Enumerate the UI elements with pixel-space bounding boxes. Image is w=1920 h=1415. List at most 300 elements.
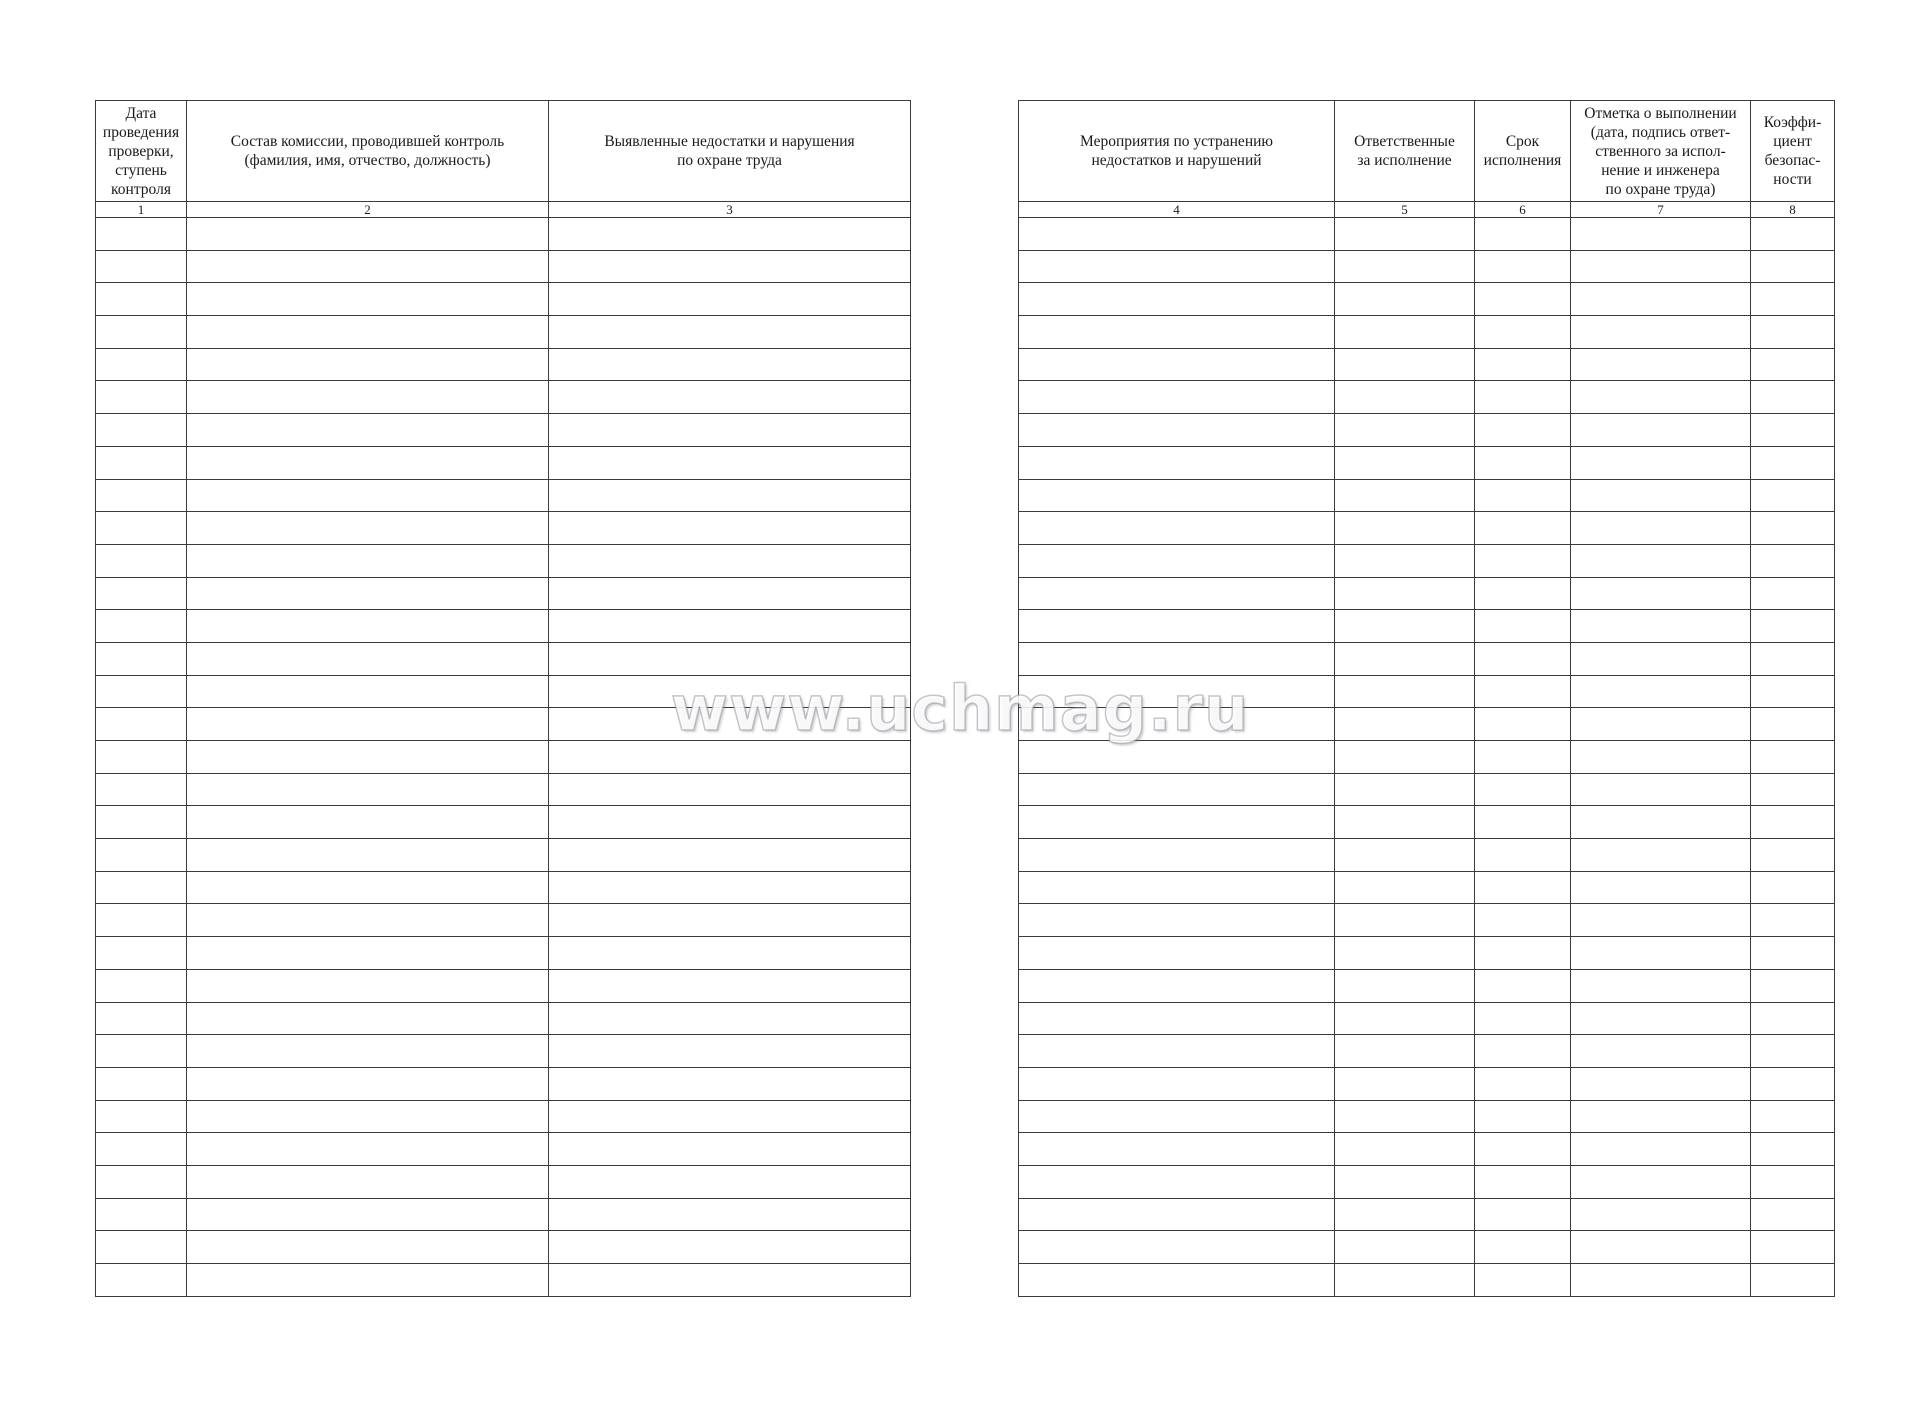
column-number-row (1019, 202, 1835, 218)
table-cell[interactable] (1335, 544, 1475, 577)
table-cell[interactable] (1571, 871, 1751, 904)
table-cell[interactable] (187, 250, 549, 283)
table-row (1019, 218, 1835, 251)
table-cell[interactable] (1751, 675, 1835, 708)
table-cell[interactable] (1019, 544, 1335, 577)
table-cell[interactable] (1475, 871, 1571, 904)
table-cell[interactable] (1019, 316, 1335, 349)
table-cell[interactable] (1751, 1133, 1835, 1166)
table-cell[interactable] (187, 1231, 549, 1264)
table-cell[interactable] (1475, 1067, 1571, 1100)
table-cell[interactable] (1475, 1165, 1571, 1198)
table-cell[interactable] (1751, 708, 1835, 741)
table-row (96, 414, 911, 447)
table-cell[interactable] (1571, 218, 1751, 251)
table-cell[interactable] (549, 1198, 911, 1231)
table-cell[interactable] (1335, 577, 1475, 610)
table-row (96, 937, 911, 970)
table-cell[interactable] (1571, 708, 1751, 741)
table-cell[interactable] (187, 446, 549, 479)
table-cell[interactable] (1335, 316, 1475, 349)
table-cell[interactable] (1335, 937, 1475, 970)
table-cell[interactable] (187, 381, 549, 414)
table-cell[interactable] (187, 741, 549, 774)
table-cell[interactable] (96, 1035, 187, 1068)
table-cell[interactable] (1335, 1231, 1475, 1264)
table-cell[interactable] (1019, 741, 1335, 774)
table-cell[interactable] (1751, 642, 1835, 675)
table-row (1019, 839, 1835, 872)
table-cell[interactable] (1751, 937, 1835, 970)
table-cell[interactable] (1475, 479, 1571, 512)
table-cell[interactable] (1475, 577, 1571, 610)
table-cell[interactable] (96, 675, 187, 708)
table-cell[interactable] (187, 1165, 549, 1198)
table-row (96, 1165, 911, 1198)
table-cell[interactable] (96, 577, 187, 610)
table-cell[interactable] (1571, 446, 1751, 479)
table-cell[interactable] (1475, 414, 1571, 447)
table-cell[interactable] (549, 1067, 911, 1100)
table-cell[interactable] (1019, 218, 1335, 251)
table-cell[interactable] (1019, 806, 1335, 839)
table-cell[interactable] (96, 479, 187, 512)
table-row (96, 1067, 911, 1100)
table-cell[interactable] (1475, 250, 1571, 283)
table-cell[interactable] (96, 1067, 187, 1100)
table-cell[interactable] (1751, 1100, 1835, 1133)
table-cell[interactable] (1019, 904, 1335, 937)
table-cell[interactable] (1335, 479, 1475, 512)
table-cell[interactable] (1335, 1165, 1475, 1198)
table-cell[interactable] (1571, 1165, 1751, 1198)
table-cell[interactable] (1335, 839, 1475, 872)
table-cell[interactable] (1335, 218, 1475, 251)
table-cell[interactable] (96, 1133, 187, 1166)
table-cell[interactable] (1475, 381, 1571, 414)
table-cell[interactable] (1475, 675, 1571, 708)
table-cell[interactable] (1571, 969, 1751, 1002)
table-cell[interactable] (1571, 544, 1751, 577)
table-cell[interactable] (187, 969, 549, 1002)
table-cell[interactable] (549, 479, 911, 512)
table-cell[interactable] (1019, 577, 1335, 610)
table-cell[interactable] (1475, 610, 1571, 643)
table-cell[interactable] (187, 1198, 549, 1231)
table-row (1019, 642, 1835, 675)
table-row (1019, 250, 1835, 283)
table-cell[interactable] (96, 708, 187, 741)
table-cell[interactable] (1751, 969, 1835, 1002)
table-cell[interactable] (96, 283, 187, 316)
table-row (1019, 577, 1835, 610)
table-cell[interactable] (1751, 512, 1835, 545)
table-cell[interactable] (1019, 773, 1335, 806)
column-number: 2 (187, 202, 549, 218)
table-row (1019, 904, 1835, 937)
table-cell[interactable] (1335, 381, 1475, 414)
table-cell[interactable] (187, 1264, 549, 1297)
table-row (1019, 806, 1835, 839)
table-row (96, 1231, 911, 1264)
table-cell[interactable] (1571, 773, 1751, 806)
table-cell[interactable] (1475, 1231, 1571, 1264)
table-cell[interactable] (1571, 937, 1751, 970)
table-cell[interactable] (1571, 316, 1751, 349)
table-cell[interactable] (187, 708, 549, 741)
table-cell[interactable] (1571, 512, 1751, 545)
table-cell[interactable] (1571, 806, 1751, 839)
table-cell[interactable] (1019, 250, 1335, 283)
table-cell[interactable] (187, 675, 549, 708)
table-cell[interactable] (1475, 512, 1571, 545)
table-cell[interactable] (96, 512, 187, 545)
table-cell[interactable] (1751, 904, 1835, 937)
table-cell[interactable] (1571, 479, 1751, 512)
table-cell[interactable] (549, 1100, 911, 1133)
table-cell[interactable] (1019, 1264, 1335, 1297)
table-cell[interactable] (1571, 1100, 1751, 1133)
table-cell[interactable] (187, 479, 549, 512)
table-cell[interactable] (1571, 381, 1751, 414)
table-cell[interactable] (187, 1100, 549, 1133)
table-cell[interactable] (1751, 479, 1835, 512)
table-cell[interactable] (1571, 1231, 1751, 1264)
table-cell[interactable] (549, 871, 911, 904)
table-cell[interactable] (187, 1002, 549, 1035)
table-cell[interactable] (549, 642, 911, 675)
table-cell[interactable] (187, 904, 549, 937)
table-cell[interactable] (549, 741, 911, 774)
table-cell[interactable] (1335, 642, 1475, 675)
table-cell[interactable] (187, 1067, 549, 1100)
table-row (1019, 741, 1835, 774)
table-cell[interactable] (1335, 675, 1475, 708)
table-cell[interactable] (1019, 1165, 1335, 1198)
table-cell[interactable] (1335, 283, 1475, 316)
table-cell[interactable] (1019, 675, 1335, 708)
table-cell[interactable] (1019, 446, 1335, 479)
table-cell[interactable] (1475, 1133, 1571, 1166)
table-cell[interactable] (1335, 969, 1475, 1002)
table-cell[interactable] (1335, 1035, 1475, 1068)
column-number: 3 (549, 202, 911, 218)
table-cell[interactable] (1751, 1231, 1835, 1264)
table-cell[interactable] (96, 806, 187, 839)
table-cell[interactable] (1335, 1100, 1475, 1133)
table-cell[interactable] (187, 937, 549, 970)
table-cell[interactable] (1475, 1100, 1571, 1133)
table-cell[interactable] (1475, 741, 1571, 774)
table-cell[interactable] (1019, 479, 1335, 512)
table-cell[interactable] (1751, 871, 1835, 904)
table-cell[interactable] (1571, 250, 1751, 283)
table-cell[interactable] (549, 446, 911, 479)
table-cell[interactable] (1751, 414, 1835, 447)
table-cell[interactable] (549, 283, 911, 316)
table-cell[interactable] (1019, 708, 1335, 741)
table-cell[interactable] (549, 348, 911, 381)
table-cell[interactable] (1019, 1133, 1335, 1166)
table-cell[interactable] (187, 414, 549, 447)
table-cell[interactable] (1571, 577, 1751, 610)
table-cell[interactable] (1335, 610, 1475, 643)
table-cell[interactable] (1335, 512, 1475, 545)
column-header-deadline: Срок исполнения (1475, 101, 1571, 202)
table-cell[interactable] (1751, 1002, 1835, 1035)
table-cell[interactable] (96, 969, 187, 1002)
table-cell[interactable] (1751, 250, 1835, 283)
table-cell[interactable] (96, 446, 187, 479)
table-cell[interactable] (1475, 969, 1571, 1002)
table-cell[interactable] (1571, 642, 1751, 675)
table-cell[interactable] (1475, 1035, 1571, 1068)
table-row (96, 283, 911, 316)
table-cell[interactable] (1019, 1198, 1335, 1231)
table-cell[interactable] (1571, 348, 1751, 381)
table-row (1019, 937, 1835, 970)
table-row (1019, 1133, 1835, 1166)
table-cell[interactable] (1475, 446, 1571, 479)
table-cell[interactable] (1335, 773, 1475, 806)
table-cell[interactable] (1751, 610, 1835, 643)
table-row (96, 544, 911, 577)
table-cell[interactable] (187, 839, 549, 872)
table-cell[interactable] (1475, 773, 1571, 806)
table-cell[interactable] (549, 969, 911, 1002)
table-cell[interactable] (96, 871, 187, 904)
table-cell[interactable] (549, 250, 911, 283)
table-cell[interactable] (1751, 741, 1835, 774)
table-cell[interactable] (187, 544, 549, 577)
table-cell[interactable] (1475, 642, 1571, 675)
table-cell[interactable] (96, 1231, 187, 1264)
table-row (96, 1264, 911, 1297)
table-cell[interactable] (1019, 1100, 1335, 1133)
table-cell[interactable] (1751, 806, 1835, 839)
table-cell[interactable] (1019, 1002, 1335, 1035)
table-cell[interactable] (1019, 937, 1335, 970)
table-cell[interactable] (1019, 512, 1335, 545)
table-cell[interactable] (1751, 773, 1835, 806)
table-cell[interactable] (1475, 937, 1571, 970)
table-cell[interactable] (1335, 414, 1475, 447)
table-cell[interactable] (1019, 414, 1335, 447)
table-cell[interactable] (1019, 381, 1335, 414)
table-cell[interactable] (549, 610, 911, 643)
table-cell[interactable] (1475, 839, 1571, 872)
table-cell[interactable] (549, 218, 911, 251)
table-cell[interactable] (1019, 283, 1335, 316)
table-cell[interactable] (96, 218, 187, 251)
table-cell[interactable] (1571, 741, 1751, 774)
watermark: www.uchmag.ru (670, 672, 1250, 745)
table-cell[interactable] (187, 218, 549, 251)
table-cell[interactable] (1571, 610, 1751, 643)
table-cell[interactable] (1475, 544, 1571, 577)
table-cell[interactable] (549, 806, 911, 839)
table-cell[interactable] (187, 610, 549, 643)
table-cell[interactable] (1751, 1035, 1835, 1068)
table-cell[interactable] (1751, 1067, 1835, 1100)
table-cell[interactable] (549, 577, 911, 610)
table-body-right (1019, 218, 1835, 1297)
table-cell[interactable] (96, 381, 187, 414)
table-cell[interactable] (96, 1198, 187, 1231)
table-cell[interactable] (549, 1133, 911, 1166)
table-cell[interactable] (96, 348, 187, 381)
table-cell[interactable] (1475, 1198, 1571, 1231)
table-cell[interactable] (187, 1133, 549, 1166)
table-row (96, 642, 911, 675)
inspection-log-table-left (95, 100, 911, 1297)
table-cell[interactable] (96, 316, 187, 349)
table-cell[interactable] (549, 839, 911, 872)
table-cell[interactable] (1335, 1067, 1475, 1100)
column-number: 8 (1751, 202, 1835, 218)
table-cell[interactable] (549, 1231, 911, 1264)
table-cell[interactable] (1335, 741, 1475, 774)
table-cell[interactable] (1335, 1264, 1475, 1297)
table-cell[interactable] (1475, 316, 1571, 349)
table-cell[interactable] (1571, 904, 1751, 937)
table-cell[interactable] (1019, 839, 1335, 872)
table-cell[interactable] (1335, 348, 1475, 381)
table-cell[interactable] (1335, 1198, 1475, 1231)
table-cell[interactable] (1019, 1067, 1335, 1100)
table-cell[interactable] (549, 512, 911, 545)
table-cell[interactable] (1571, 1198, 1751, 1231)
table-cell[interactable] (1475, 708, 1571, 741)
table-cell[interactable] (96, 414, 187, 447)
table-cell[interactable] (549, 1035, 911, 1068)
table-cell[interactable] (1751, 218, 1835, 251)
column-number: 7 (1571, 202, 1751, 218)
table-cell[interactable] (187, 348, 549, 381)
table-cell[interactable] (1571, 1002, 1751, 1035)
table-cell[interactable] (187, 577, 549, 610)
table-cell[interactable] (1019, 969, 1335, 1002)
table-cell[interactable] (1335, 871, 1475, 904)
table-cell[interactable] (1335, 250, 1475, 283)
table-cell[interactable] (1019, 871, 1335, 904)
table-cell[interactable] (549, 773, 911, 806)
table-cell[interactable] (1751, 1198, 1835, 1231)
table-cell[interactable] (187, 283, 549, 316)
table-cell[interactable] (1335, 1002, 1475, 1035)
table-cell[interactable] (1751, 1165, 1835, 1198)
table-cell[interactable] (1335, 806, 1475, 839)
table-cell[interactable] (1475, 348, 1571, 381)
table-cell[interactable] (96, 1165, 187, 1198)
table-cell[interactable] (187, 806, 549, 839)
column-number: 6 (1475, 202, 1571, 218)
table-cell[interactable] (1475, 1002, 1571, 1035)
table-cell[interactable] (1751, 283, 1835, 316)
table-cell[interactable] (1751, 1264, 1835, 1297)
table-cell[interactable] (1335, 1133, 1475, 1166)
table-cell[interactable] (1571, 1067, 1751, 1100)
table-cell[interactable] (1751, 348, 1835, 381)
table-cell[interactable] (1335, 446, 1475, 479)
table-cell[interactable] (187, 642, 549, 675)
table-row (1019, 283, 1835, 316)
table-cell[interactable] (1475, 806, 1571, 839)
column-header-measures: Мероприятия по устранению недостатков и нарушений (1019, 101, 1335, 202)
column-number: 4 (1019, 202, 1335, 218)
table-cell[interactable] (96, 839, 187, 872)
table-cell[interactable] (549, 544, 911, 577)
table-cell[interactable] (1751, 839, 1835, 872)
table-cell[interactable] (1751, 544, 1835, 577)
table-cell[interactable] (549, 937, 911, 970)
table-cell[interactable] (549, 708, 911, 741)
table-cell[interactable] (1571, 1035, 1751, 1068)
table-cell[interactable] (187, 512, 549, 545)
table-cell[interactable] (549, 381, 911, 414)
table-cell[interactable] (1019, 1035, 1335, 1068)
table-cell[interactable] (1475, 1264, 1571, 1297)
table-cell[interactable] (1019, 348, 1335, 381)
table-cell[interactable] (187, 773, 549, 806)
table-row (96, 512, 911, 545)
table-cell[interactable] (187, 316, 549, 349)
table-cell[interactable] (1571, 414, 1751, 447)
table-cell[interactable] (549, 1165, 911, 1198)
table-cell[interactable] (1751, 381, 1835, 414)
table-cell[interactable] (187, 1035, 549, 1068)
table-cell[interactable] (96, 1100, 187, 1133)
table-cell[interactable] (549, 1002, 911, 1035)
table-cell[interactable] (1019, 610, 1335, 643)
table-cell[interactable] (1335, 708, 1475, 741)
table-cell[interactable] (96, 1264, 187, 1297)
table-cell[interactable] (1571, 283, 1751, 316)
table-cell[interactable] (549, 1264, 911, 1297)
table-row (1019, 871, 1835, 904)
table-cell[interactable] (96, 1002, 187, 1035)
table-row (96, 871, 911, 904)
table-cell[interactable] (96, 610, 187, 643)
table-cell[interactable] (1019, 1231, 1335, 1264)
table-cell[interactable] (1475, 218, 1571, 251)
table-cell[interactable] (1475, 904, 1571, 937)
table-cell[interactable] (1571, 1264, 1751, 1297)
table-cell[interactable] (549, 675, 911, 708)
table-cell[interactable] (1571, 1133, 1751, 1166)
table-cell[interactable] (96, 642, 187, 675)
table-cell[interactable] (1019, 642, 1335, 675)
table-cell[interactable] (96, 937, 187, 970)
table-row (1019, 1264, 1835, 1297)
table-cell[interactable] (96, 250, 187, 283)
table-cell[interactable] (1751, 577, 1835, 610)
table-cell[interactable] (1751, 446, 1835, 479)
table-cell[interactable] (1751, 316, 1835, 349)
table-cell[interactable] (96, 904, 187, 937)
table-cell[interactable] (96, 741, 187, 774)
table-cell[interactable] (549, 316, 911, 349)
table-cell[interactable] (96, 773, 187, 806)
table-cell[interactable] (549, 904, 911, 937)
table-cell[interactable] (549, 414, 911, 447)
table-cell[interactable] (187, 871, 549, 904)
table-cell[interactable] (1475, 283, 1571, 316)
table-cell[interactable] (1571, 675, 1751, 708)
table-cell[interactable] (1335, 904, 1475, 937)
table-cell[interactable] (96, 544, 187, 577)
table-cell[interactable] (1571, 839, 1751, 872)
